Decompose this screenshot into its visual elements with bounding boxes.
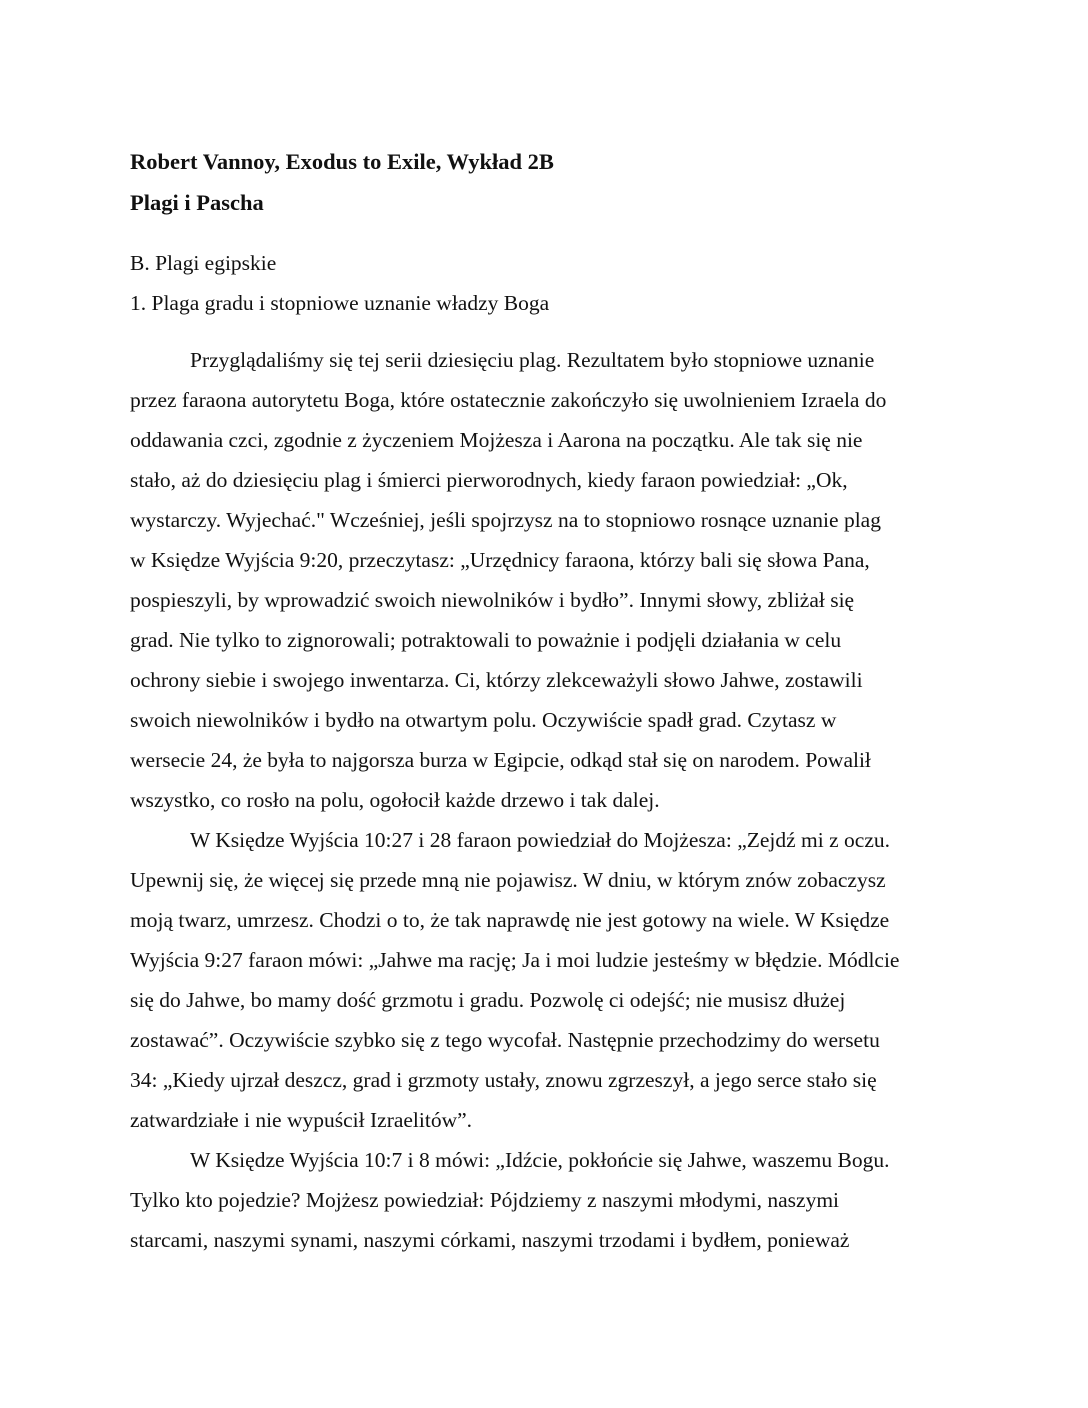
paragraph-1	[130, 340, 960, 820]
paragraph-line: oddawania czci, zgodnie z życzeniem Mojżesza i Aarona na początku. Ale tak się nie	[130, 428, 863, 452]
paragraph-line: wersecie 24, że była to najgorsza burza w Egipcie, odkąd stał się on narodem. Powalił	[130, 748, 871, 772]
paragraph-line: W Księdze Wyjścia 10:27 i 28 faraon powiedział do Mojżesza: „Zejdź mi z oczu.	[190, 828, 890, 852]
paragraph-line: Tylko kto pojedzie? Mojżesz powiedział: Pójdziemy z naszymi młodymi, naszymi	[130, 1188, 840, 1212]
paragraph-line: swoich niewolników i bydło na otwartym polu. Oczywiście spadł grad. Czytasz w	[130, 708, 837, 732]
paragraph-line: moją twarz, umrzesz. Chodzi o to, że tak naprawdę nie jest gotowy na wiele. W Księdze	[130, 908, 890, 932]
paragraph-line: wystarczy. Wyjechać." Wcześniej, jeśli spojrzysz na to stopniowo rosnące uznanie plag	[130, 508, 881, 532]
paragraph-line: starcami, naszymi synami, naszymi córkami, naszymi trzodami i bydłem, ponieważ	[130, 1228, 850, 1252]
paragraph-line: wszystko, co rosło na polu, ogołocił każde drzewo i tak dalej.	[130, 788, 660, 812]
paragraph-line: stało, aż do dziesięciu plag i śmierci pierworodnych, kiedy faraon powiedział: „Ok,	[130, 468, 848, 492]
paragraph-line: zostawać”. Oczywiście szybko się z tego wycofał. Następnie przechodzimy do wersetu	[130, 1028, 880, 1052]
paragraph-line: 34: „Kiedy ujrzał deszcz, grad i grzmoty ustały, znowu zgrzeszył, a jego serce stało się	[130, 1068, 877, 1092]
section-heading: B. Plagi egipskie	[130, 251, 277, 275]
paragraph-line: zatwardziałe i nie wypuścił Izraelitów”.	[130, 1108, 473, 1132]
paragraph-3	[130, 1140, 960, 1260]
paragraph-line: w Księdze Wyjścia 9:20, przeczytasz: „Urzędnicy faraona, którzy bali się słowa Pana,	[130, 548, 870, 572]
paragraph-line: Upewnij się, że więcej się przede mną nie pojawisz. W dniu, w którym znów zobaczysz	[130, 868, 886, 892]
subsection-heading: 1. Plaga gradu i stopniowe uznanie władzy Boga	[130, 291, 550, 315]
paragraph-line: Wyjścia 9:27 faraon mówi: „Jahwe ma rację; Ja i moi ludzie jesteśmy w błędzie. Módlcie	[130, 948, 900, 972]
paragraph-line: grad. Nie tylko to zignorowali; potraktowali to poważnie i podjęli działania w celu	[130, 628, 842, 652]
paragraph-line: przez faraona autorytetu Boga, które ostatecznie zakończyło się uwolnieniem Izraela do	[130, 388, 887, 412]
paragraph-2	[130, 820, 960, 1140]
paragraph-line: W Księdze Wyjścia 10:7 i 8 mówi: „Idźcie, pokłońcie się Jahwe, waszemu Bogu.	[190, 1148, 890, 1172]
lecture-title: Robert Vannoy, Exodus to Exile, Wykład 2B	[130, 149, 554, 174]
paragraph-line: Przyglądaliśmy się tej serii dziesięciu plag. Rezultatem było stopniowe uznanie	[190, 348, 875, 372]
lecture-subtitle: Plagi i Pascha	[130, 190, 264, 215]
paragraph-line: pospieszyli, by wprowadzić swoich niewolników i bydło”. Innymi słowy, zbliżał się	[130, 588, 855, 612]
document-body	[130, 147, 960, 1260]
paragraph-line: ochrony siebie i swojego inwentarza. Ci, którzy zlekceważyli słowo Jahwe, zostawili	[130, 668, 863, 692]
paragraph-line: się do Jahwe, bo mamy dość grzmotu i gradu. Pozwolę ci odejść; nie musisz dłużej	[130, 988, 846, 1012]
